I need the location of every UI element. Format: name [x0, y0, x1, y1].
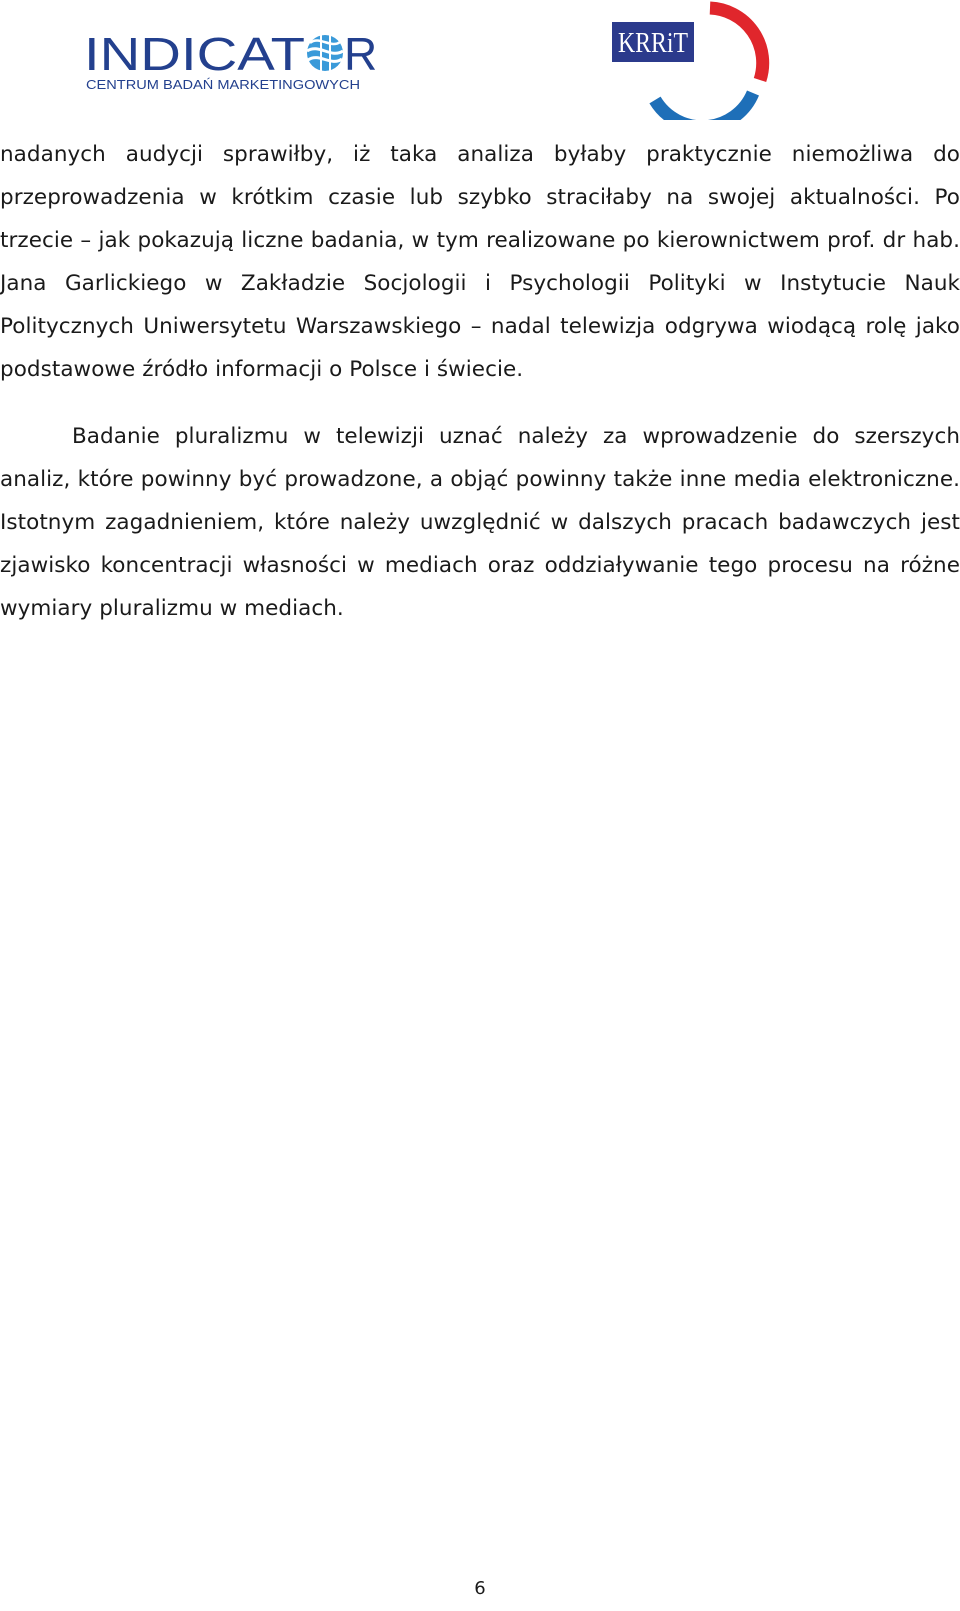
indicator-logo [80, 20, 380, 100]
indicator-logo-name: INDICAT [84, 28, 305, 80]
document-body [0, 133, 960, 630]
paragraph-2: Badanie pluralizmu w telewizji uznać należy za wprowadzenie do szerszych analiz, które powinny być prowadzone, a objąć powinny także inne media elektroniczne. Istotnym zagadnieniem, które należy uwzględnić w dalszych pracach badawczych jest zjawisko koncentracji własności w mediach oraz oddziaływanie tego procesu na różne wymiary pluralizmu w mediach. [0, 424, 960, 621]
page-number: 6 [474, 1578, 486, 1599]
krrit-logo-blue-arc [655, 93, 753, 120]
indicator-logo-name-end: R [344, 28, 378, 80]
globe-icon [307, 35, 343, 71]
krrit-logo-text: KRRiT [618, 28, 688, 59]
paragraph-1: nadanych audycji sprawiłby, iż taka analiza byłaby praktycznie niemożliwa do przeprowadzenia w krótkim czasie lub szybko straciłaby na swojej aktualności. Po trzecie – jak pokazują liczne badania, w tym realizowane po kierownictwem prof. dr hab. Jana Garlickiego w Zakładzie Socjologii i Psychologii Polityki w Instytucie Nauk Politycznych Uniwersytetu Warszawskiego – nadal telewizja odgrywa wiodącą rolę jako podstawowe źródło informacji o Polsce i świecie. [0, 142, 960, 382]
page-header [0, 0, 960, 125]
krrit-logo [610, 0, 780, 120]
krrit-logo-red-arc [710, 8, 763, 80]
indicator-logo-tagline: CENTRUM BADAŃ MARKETINGOWYCH [86, 77, 360, 92]
